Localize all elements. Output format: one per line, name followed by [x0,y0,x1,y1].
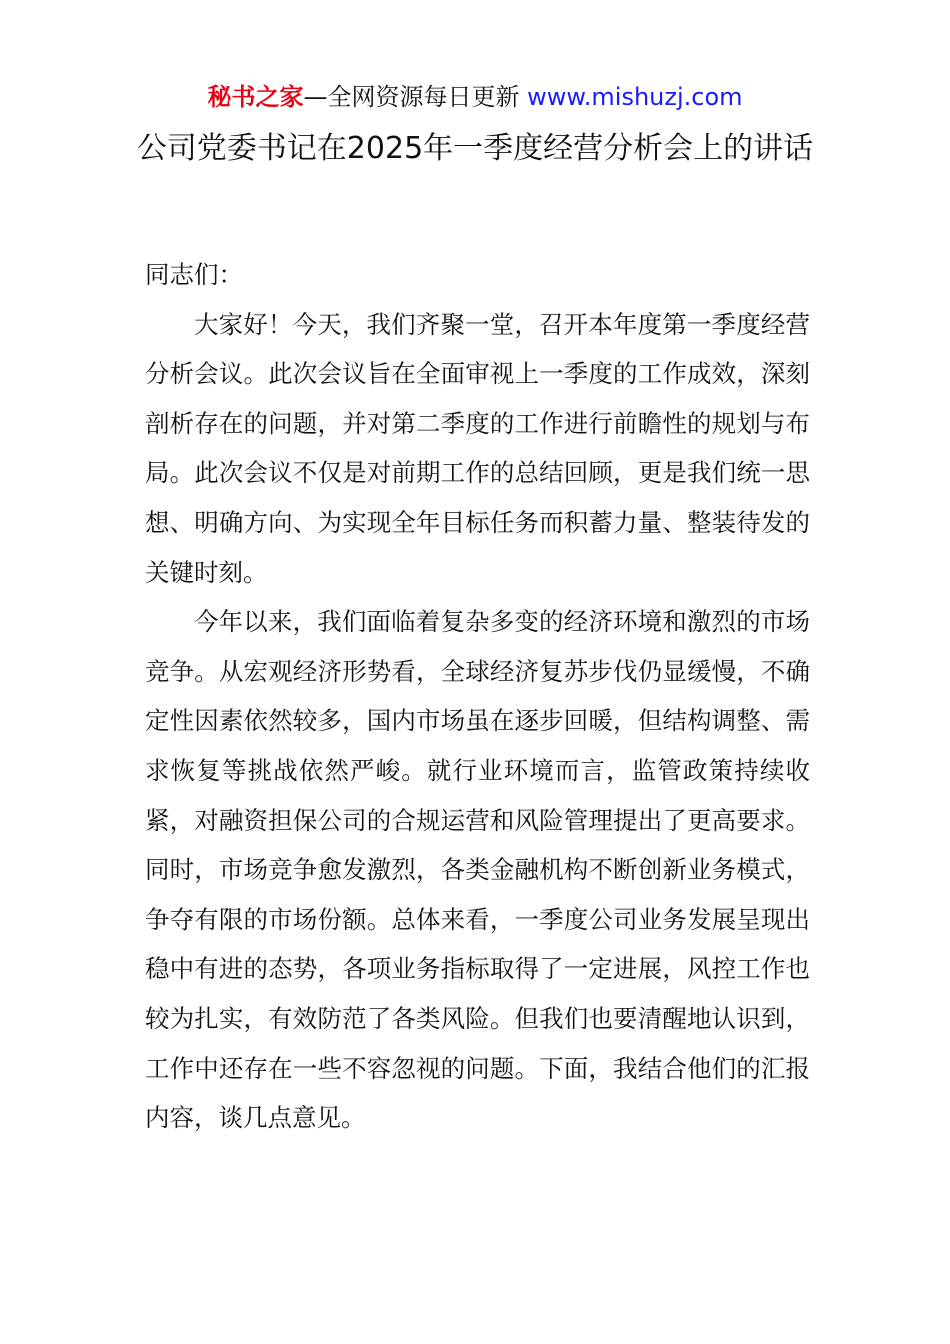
document-body [145,250,810,1143]
site-header [0,80,950,114]
header-tagline: —全网资源每日更新 [303,83,528,111]
site-link[interactable]: www.mishuzj.com [527,83,743,111]
document-title: 公司党委书记在2025年一季度经营分析会上的讲话 [136,131,814,166]
brand-name: 秘书之家 [207,83,304,111]
paragraph-1: 大家好！今天，我们齐聚一堂，召开本年度第一季度经营分析会议。此次会议旨在全面审视上一季度的工作成效，深刻剖析存在的问题，并对第二季度的工作进行前瞻性的规划与布局。此次会议不仅是对前期工作的总结回顾，更是我们统一思想、明确方向、为实现全年目标任务而积蓄力量、整装待发的关键时刻。 [145,309,810,587]
paragraph-2: 今年以来，我们面临着复杂多变的经济环境和激烈的市场竞争。从宏观经济形势看，全球经济复苏步伐仍显缓慢，不确定性因素依然较多，国内市场虽在逐步回暖，但结构调整、需求恢复等挑战依然严峻。就行业环境而言，监管政策持续收紧，对融资担保公司的合规运营和风险管理提出了更高要求。同时，市场竞争愈发激烈，各类金融机构不断创新业务模式，争夺有限的市场份额。总体来看，一季度公司业务发展呈现出稳中有进的态势，各项业务指标取得了一定进展，风控工作也较为扎实，有效防范了各类风险。但我们也要清醒地认识到，工作中还存在一些不容忽视的问题。下面，我结合他们的汇报内容，谈几点意见。 [145,607,810,1133]
salutation: 同志们： [145,260,243,289]
